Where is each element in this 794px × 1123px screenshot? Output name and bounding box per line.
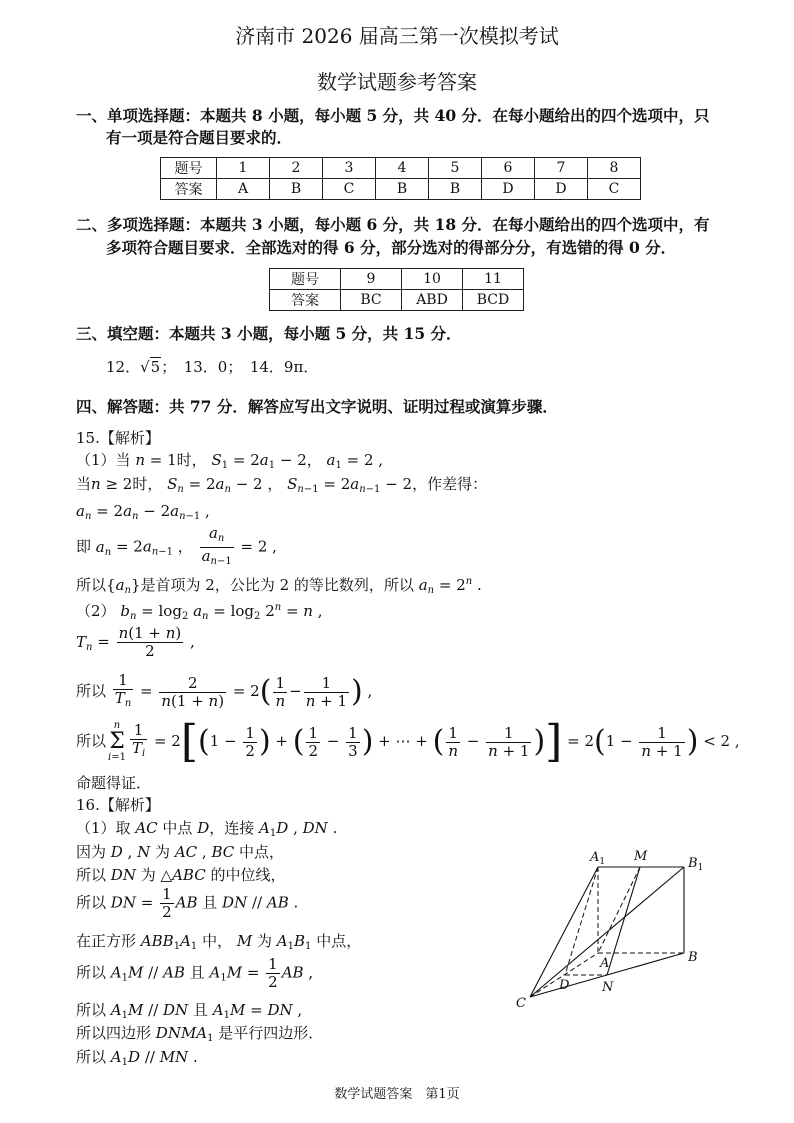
text: 且	[192, 1001, 208, 1019]
text: 且	[202, 893, 218, 912]
table-cell: 11	[463, 269, 524, 290]
text: 所以	[76, 866, 107, 884]
table-cell: 2	[270, 158, 323, 179]
fill-in-answers: 12．√5； 13．0； 14．9π．	[106, 358, 319, 376]
table-cell: 3	[323, 158, 376, 179]
fraction: $\frac{1}{T_n}$	[114, 671, 132, 709]
section2-heading-cont: 多项符合题目要求．全部选对的得 6 分，部分选对的得部分分，有选错的得 0 分．	[106, 238, 677, 257]
table-cell: 9	[341, 269, 402, 290]
doc-title: 济南市 2026 届高三第一次模拟考试	[235, 24, 559, 48]
text: 是平行四边形．	[218, 1024, 324, 1042]
text: 所以	[76, 576, 107, 594]
text: 中，	[202, 932, 233, 950]
fraction: $\frac{1}{n + 1}$	[641, 723, 683, 760]
table-cell: 答案	[161, 179, 217, 200]
q15-title: 15.【解析】	[76, 429, 160, 447]
text: 为	[257, 932, 273, 950]
table-cell: D	[535, 179, 588, 200]
table-cell: 答案	[270, 290, 341, 311]
q16-line-5: 在正方形 $ABB_1A_1$ 中， M 为 $A_1B_1$ 中点，	[76, 932, 362, 952]
section1-answer-table	[160, 157, 641, 200]
q16-title: 16.【解析】	[76, 796, 160, 814]
text: 所以	[76, 682, 107, 700]
q15-line-8: 所以 $\frac{1}{T_n}$ = $\frac{2}{n(1 + n)}$ = 2( $\frac{1}{n}$ − $\frac{1}{n + 1}$ ) ,	[76, 672, 372, 712]
table-cell: BCD	[463, 290, 524, 311]
table-cell: 4	[376, 158, 429, 179]
q12-answer: 5	[150, 358, 161, 376]
sum-symbol: n Σ i=1	[108, 720, 126, 763]
text: 因为	[76, 843, 107, 861]
table-cell: A	[217, 179, 270, 200]
q15-line-3: $a_n = 2a_n - 2a_{n-1}$ ,	[76, 502, 210, 522]
table-cell: 6	[482, 158, 535, 179]
q13-q14-answers: ； 13．0； 14．9π．	[161, 358, 319, 376]
table-row	[270, 290, 524, 311]
table-cell: 5	[429, 158, 482, 179]
fraction: $\frac{2}{n(1 + n)}$	[161, 673, 225, 710]
text: ，连接	[209, 819, 255, 837]
fraction: $\frac{1}{3}$	[348, 723, 358, 760]
q15-line-6: （2） $b_n = \log_2 a_n = \log_2 2^n = n$ ,	[76, 602, 323, 622]
q15-line-1: （1）当 n = 1时， $S_1 = 2a_1 - 2$， $a_1 = 2$ ,	[76, 451, 384, 471]
section2-answer-table	[269, 268, 524, 311]
fraction: $\frac{a_n}{a_{n-1}}$	[201, 524, 232, 567]
prism-figure	[510, 845, 720, 1015]
table-cell: 8	[588, 158, 641, 179]
q16-line-8: 所以四边形 $DNMA_1$ 是平行四边形．	[76, 1024, 324, 1044]
text: 时，	[176, 451, 207, 469]
fraction: $\frac{1}{n + 1}$	[305, 673, 348, 710]
table-row	[161, 158, 641, 179]
q15-line-7: $T_n$ = $\frac{n(1 + n)}{2}$ ,	[76, 624, 195, 660]
section2-heading: 二、多项选择题：本题共 3 小题，每小题 6 分，共 18 分．在每小题给出的四个选项中，有	[76, 215, 710, 234]
q16-line-9: 所以 $A_1D$ // MN .	[76, 1048, 198, 1068]
page-footer: 数学试题答案 第1页	[334, 1087, 460, 1102]
text: ，	[306, 451, 322, 469]
fraction: $\frac{1}{2}$	[308, 723, 319, 760]
label-d: D	[559, 978, 570, 993]
text: 且	[189, 963, 205, 982]
table-cell: D	[482, 179, 535, 200]
table-cell: 10	[402, 269, 463, 290]
fraction: $\frac{1}{n + 1}$	[488, 723, 530, 760]
label-b1: $B_1$	[688, 856, 704, 873]
text: 中点	[162, 819, 193, 837]
q16-line-3: 所以 DN 为 △ABC 的中位线，	[76, 866, 286, 884]
fraction: $\frac{1}{n}$	[448, 723, 459, 760]
label-m: M	[634, 849, 648, 864]
text: 所以	[76, 1048, 107, 1066]
text: 所以	[76, 1001, 107, 1019]
text: ，作差得：	[412, 475, 488, 493]
text: （1）取	[76, 819, 131, 837]
text: 所以	[76, 732, 107, 750]
table-cell: 7	[535, 158, 588, 179]
q15-conclusion: 命题得证．	[76, 774, 152, 792]
doc-subtitle: 数学试题参考答案	[317, 70, 477, 94]
text: 在正方形	[76, 932, 137, 950]
section3-heading: 三、填空题：本题共 3 小题，每小题 5 分，共 15 分．	[76, 324, 462, 343]
table-cell: 题号	[161, 158, 217, 179]
text: （2）	[76, 602, 116, 620]
text: 中点，	[316, 932, 362, 950]
edge-c-b1	[530, 867, 684, 997]
table-cell: C	[323, 179, 376, 200]
fraction: $\frac{1}{2}$	[268, 955, 278, 991]
fraction: $\frac{1}{2}$	[162, 885, 172, 921]
q16-line-1: （1）取 AC 中点 D，连接 $A_1D$ , DN .	[76, 819, 338, 839]
section4-heading: 四、解答题：共 77 分．解答应写出文字说明、证明过程或演算步骤．	[76, 397, 558, 416]
label-a: A	[600, 956, 610, 971]
text: 的中位线，	[210, 866, 286, 884]
fraction: $\frac{1}{2}$	[245, 723, 255, 760]
text: 即	[76, 537, 92, 556]
fraction: $\frac{1}{T_i}$	[131, 721, 146, 759]
text: 是首项为 2，公比为 2 的等比数列，所以	[140, 576, 414, 594]
q16-line-4: 所以 DN = $\frac{1}{2}$ AB 且 DN // AB .	[76, 885, 299, 921]
q16-line-2: 因为 D , N 为 AC , BC 中点，	[76, 843, 285, 861]
q15-line-2: 当n ≥ 2时， $S_n = 2a_n - 2$ ， $S_{n-1} = 2a_{n-1} - 2$，作差得：	[76, 475, 488, 495]
fraction: $\frac{1}{n}$	[275, 673, 286, 710]
segment-m-n	[607, 867, 640, 975]
q12-label: 12．	[106, 358, 141, 376]
text: 时，	[132, 475, 163, 493]
text: 所以	[76, 963, 107, 982]
text: 所以	[76, 893, 107, 912]
table-cell: B	[429, 179, 482, 200]
text: 为	[155, 843, 171, 861]
label-c: C	[516, 996, 526, 1011]
text: 为	[140, 866, 156, 884]
q16-line-7: 所以 $A_1M$ // DN 且 $A_1M$ = DN ,	[76, 1001, 303, 1021]
q15-line-5: 所以$\{a_n\}$是首项为 2，公比为 2 的等比数列，所以 $a_n = 2^n$ .	[76, 576, 482, 596]
fraction: $\frac{n(1 + n)}{2}$	[118, 624, 182, 660]
table-cell: 题号	[270, 269, 341, 290]
table-cell: B	[376, 179, 429, 200]
label-n: N	[602, 980, 614, 995]
text: （1）当	[76, 451, 131, 469]
text: 当	[76, 475, 92, 493]
text: 中点，	[239, 843, 285, 861]
table-cell: B	[270, 179, 323, 200]
label-b: B	[688, 950, 698, 965]
section1-heading: 一、单项选择题：本题共 8 小题，每小题 5 分，共 40 分．在每小题给出的四个选项中，只	[76, 106, 710, 125]
label-a1: $A_1$	[590, 850, 606, 867]
table-row	[161, 179, 641, 200]
table-cell: ABD	[402, 290, 463, 311]
table-cell: BC	[341, 290, 402, 311]
q15-line-9: 所以n Σ i=1 $\frac{1}{T_i}$ = 2[(1 − $\frac{1}{2}$ ) + ( $\frac{1}{2}$ − $\frac{1}{3}$ ) + ⋯ + ( $\frac{1}{n}$ − $\frac{1}{n + 1}$ )] = 2(1 − $\frac{1}{n + 1}$ ) < 2 ,	[76, 716, 740, 767]
table-row	[270, 269, 524, 290]
q16-line-6: 所以 $A_1M$ // AB 且 $A_1M$ = $\frac{1}{2}$ AB ,	[76, 955, 314, 991]
table-cell: C	[588, 179, 641, 200]
q15-line-4: 即 $a_n = 2a_{n-1}$ ， $\frac{a_n}{a_{n-1}}$ = 2 ,	[76, 525, 277, 570]
section1-heading-cont: 有一项是符合题目要求的．	[106, 128, 293, 147]
table-cell: 1	[217, 158, 270, 179]
text: 所以四边形	[76, 1024, 152, 1042]
